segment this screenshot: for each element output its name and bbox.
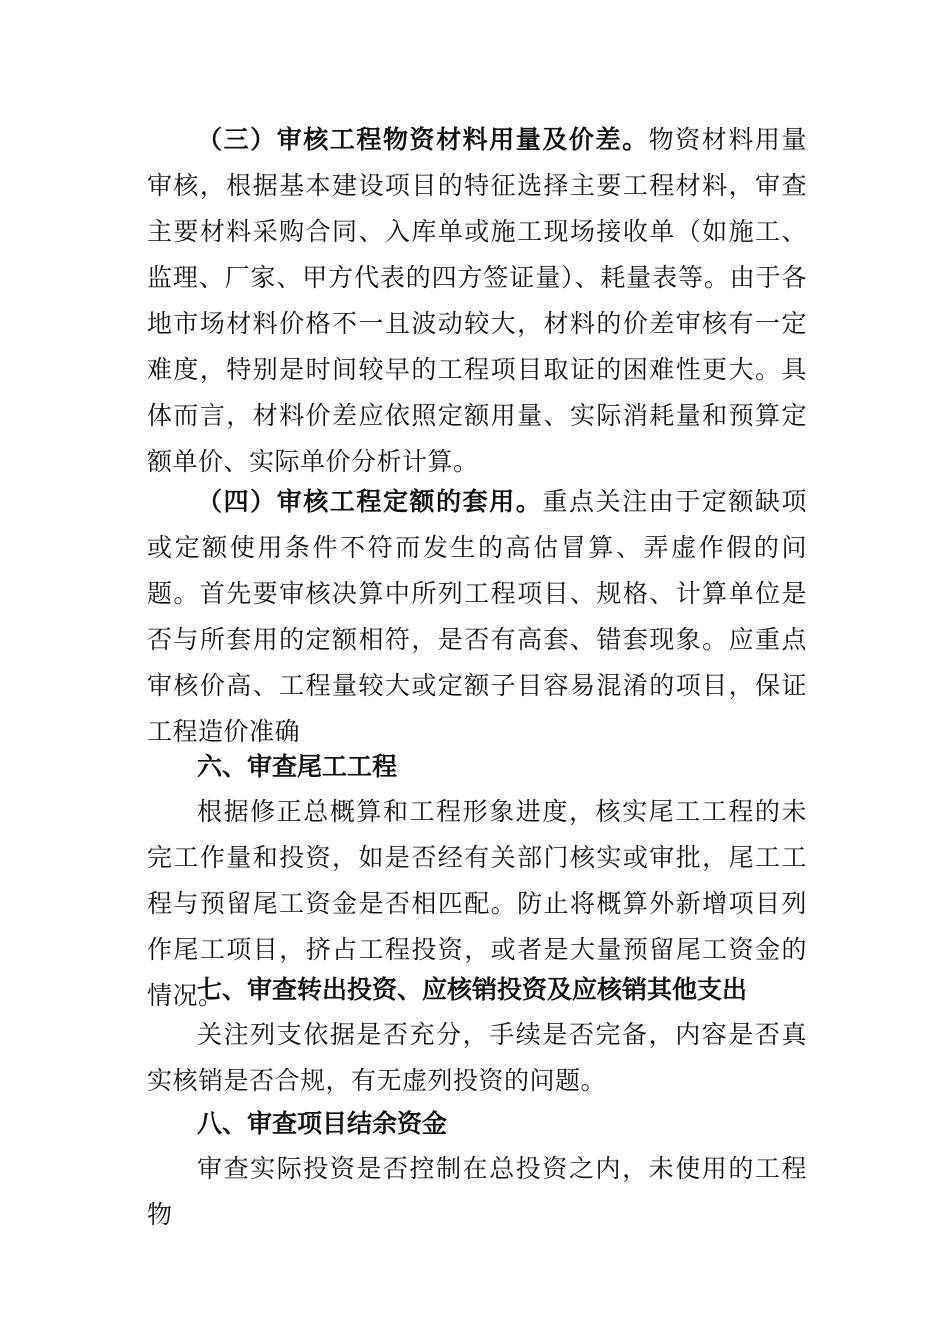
paragraph-quota-audit — [147, 479, 807, 755]
paragraph-3 — [147, 117, 807, 485]
section-8-body: 审查实际投资是否控制在总投资之内，未使用的工程物 — [147, 1154, 807, 1229]
paragraph-4 — [147, 479, 807, 755]
section-6-heading: 六、审查尾工工程 — [197, 752, 398, 781]
section-7-body: 关注列支依据是否充分，手续是否完备，内容是否真实核销是否合规，有无虚列投资的问题。 — [147, 1020, 807, 1095]
paragraph-4-lead: （四）审核工程定额的套用。 — [197, 487, 543, 516]
section-8-heading: 八、审查项目结余资金 — [197, 1109, 448, 1138]
paragraph-3-text: 物资材料用量审核，根据基本建设项目的特征选择主要工程材料，审查主要材料采购合同、入库单或施工现场接收单（如施工、监理、厂家、甲方代表的四方签证量）、耗量表等。由于各地市场材料价格不一且波动较大，材料的价差审核有一定难度，特别是时间较早的工程项目取证的困难性更大。具体而言，材料价差应依照定额用量、实际消耗量和预算定额单价、实际单价分析计算。 — [147, 125, 807, 476]
section-8 — [147, 1102, 807, 1238]
paragraph-4-text: 重点关注由于定额缺项或定额使用条件不符而发生的高估冒算、弄虚作假的问题。首先要审核决算中所列工程项目、规格、计算单位是否与所套用的定额相符，是否有高套、错套现象。应重点审核价高、工程量较大或定额子目容易混淆的项目，保证工程造价准确 — [147, 487, 807, 746]
paragraph-material-audit — [147, 117, 807, 485]
paragraph-3-lead: （三）审核工程物资材料用量及价差。 — [197, 125, 649, 154]
section-6-body: 根据修正总概算和工程形象进度，核实尾工工程的未完工作量和投资，如是否经有关部门核实或审批，尾工工程与预留尾工资金是否相匹配。防止将概算外新增项目列作尾工项目，挤占工程投资，或者是大量预留尾工资金的情况。 — [147, 797, 807, 1010]
section-7-heading: 七、审查转出投资、应核销投资及应核销其他支出 — [197, 975, 748, 1004]
section-7 — [147, 968, 807, 1104]
